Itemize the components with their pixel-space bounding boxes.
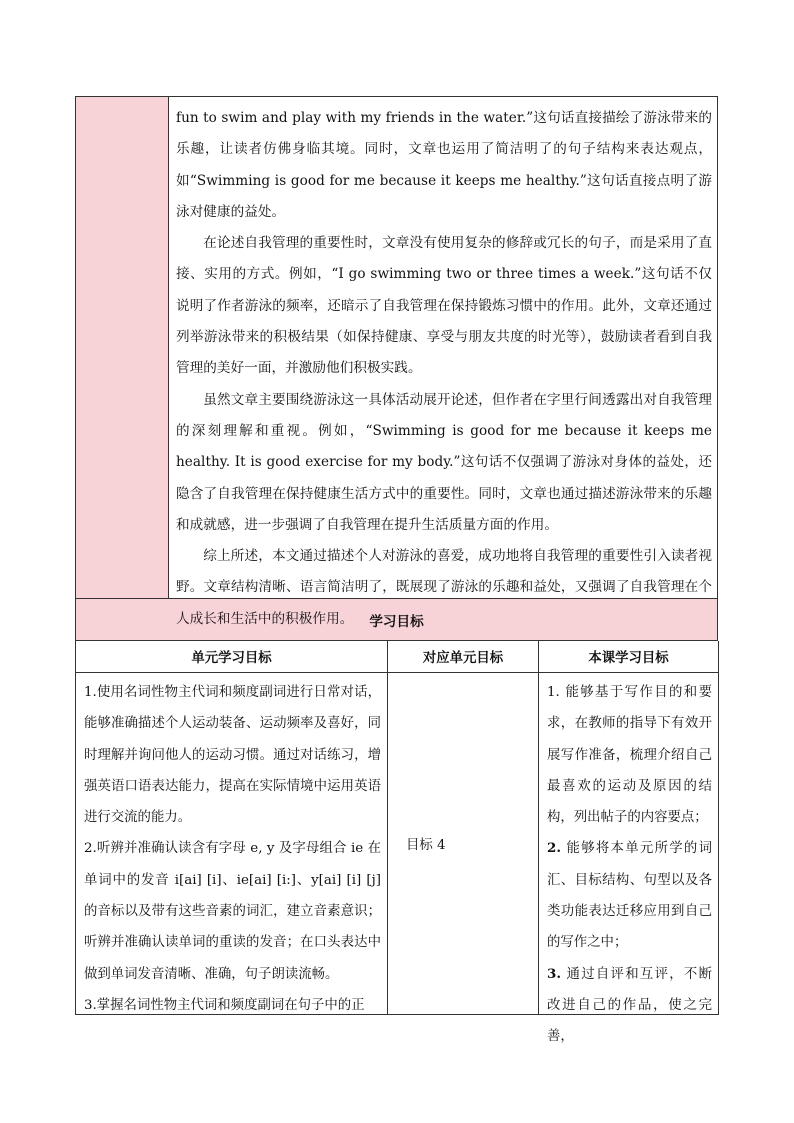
- analysis-paragraph: 综上所述，本文通过描述个人对游泳的喜爱，成功地将自我管理的重要性引入读者视野。文章结构清晰、语言简洁明了，既展现了游泳的乐趣和益处，又强调了自我管理在个人成长和生活中的积极作用。: [176, 548, 712, 627]
- lesson-plan-table: [75, 96, 718, 1045]
- analysis-paragraph: 在论述自我管理的重要性时，文章没有使用复杂的修辞或冗长的句子，而是采用了直接、实用的方式。例如，“I go swimming two or three times a week.”这句话不仅说明了作者游泳的频率，还暗示了自我管理在保持锻炼习惯中的作用。此外，文章还通过列举游泳带来的积极结果（如保持健康、享受与朋友共度的时光等），鼓励读者看到自我管理的美好一面，并激励他们积极实践。: [176, 235, 712, 377]
- lesson-goal-number: 2.: [547, 840, 561, 857]
- header-unit-goals: 单元学习目标: [76, 641, 388, 673]
- lesson-goal-text: 通过自评和互评，不断改进自己的作品，使之完善，: [547, 966, 712, 1045]
- row-label-cell: [76, 97, 169, 598]
- lesson-goal-item: [547, 833, 712, 958]
- lesson-goal-number: 1.: [547, 685, 560, 700]
- analysis-paragraph: 虽然文章主要围绕游泳这一具体活动展开论述，但作者在字里行间透露出对自我管理的深刻理解和重视。例如，“Swimming is good for me because it keeps me healthy. It is good exercise for my body.”这句话不仅强调了游泳对身体的益处，还隐含了自我管理在保持健康生活方式中的重要性。同时，文章也通过描述游泳带来的乐趣和成就感，进一步强调了自我管理在提升生活质量方面的作用。: [176, 391, 712, 533]
- lesson-goal-item: [547, 677, 712, 833]
- lesson-goal-number: 3.: [547, 965, 561, 982]
- analysis-text-cell: [176, 103, 712, 635]
- unit-goal-item: 2.听辨并准确认读含有字母 e, y 及字母组合 ie 在单词中的发音 i[ai] [i]、ie[ai] [i:]、y[ai] [i] [j]的音标以及带有这些音素的词汇，建立音素意识；听辨并准确认读单词的重读的发音；在口头表达中做到单词发音清晰、准确，句子朗读流畅。: [84, 841, 381, 982]
- learning-goals-heading: 学习目标: [75, 598, 718, 641]
- lesson-goal-text: 能够基于写作目的和要求，在教师的指导下有效开展写作准备，梳理介绍自己最喜欢的运动及原因的结构，列出帖子的内容要点；: [547, 685, 712, 826]
- header-lesson-goals: 本课学习目标: [539, 641, 719, 673]
- unit-goal-item: 1.使用名词性物主代词和频度副词进行日常对话，能够准确描述个人运动装备、运动频率及喜好，同时理解并询问他人的运动习惯。通过对话练习，增强英语口语表达能力，提高在实际情境中运用英语进行交流的能力。: [84, 685, 381, 826]
- lesson-goal-item: [547, 959, 712, 1053]
- lesson-goals-cell: [539, 673, 719, 1045]
- analysis-paragraph: fun to swim and play with my friends in the water.”这句话直接描绘了游泳带来的乐趣，让读者仿佛身临其境。同时，文章也运用了简洁明了的句子结构来表达观点，如“Swimming is good for me because it keeps me healthy.”这句话直接点明了游泳对健康的益处。: [176, 110, 712, 220]
- header-mapped-goal: 对应单元目标: [388, 641, 539, 673]
- lesson-goal-text: 能够将本单元所学的词汇、目标结构、句型以及各类功能表达迁移应用到自己的写作之中；: [547, 841, 712, 951]
- unit-goals-cell: [76, 673, 388, 1015]
- mapped-goal-cell: 目标 4: [388, 673, 539, 1015]
- goals-table: [75, 641, 718, 1045]
- unit-goal-item: 3.掌握名词性物主代词和频度副词在句子中的正: [84, 997, 365, 1013]
